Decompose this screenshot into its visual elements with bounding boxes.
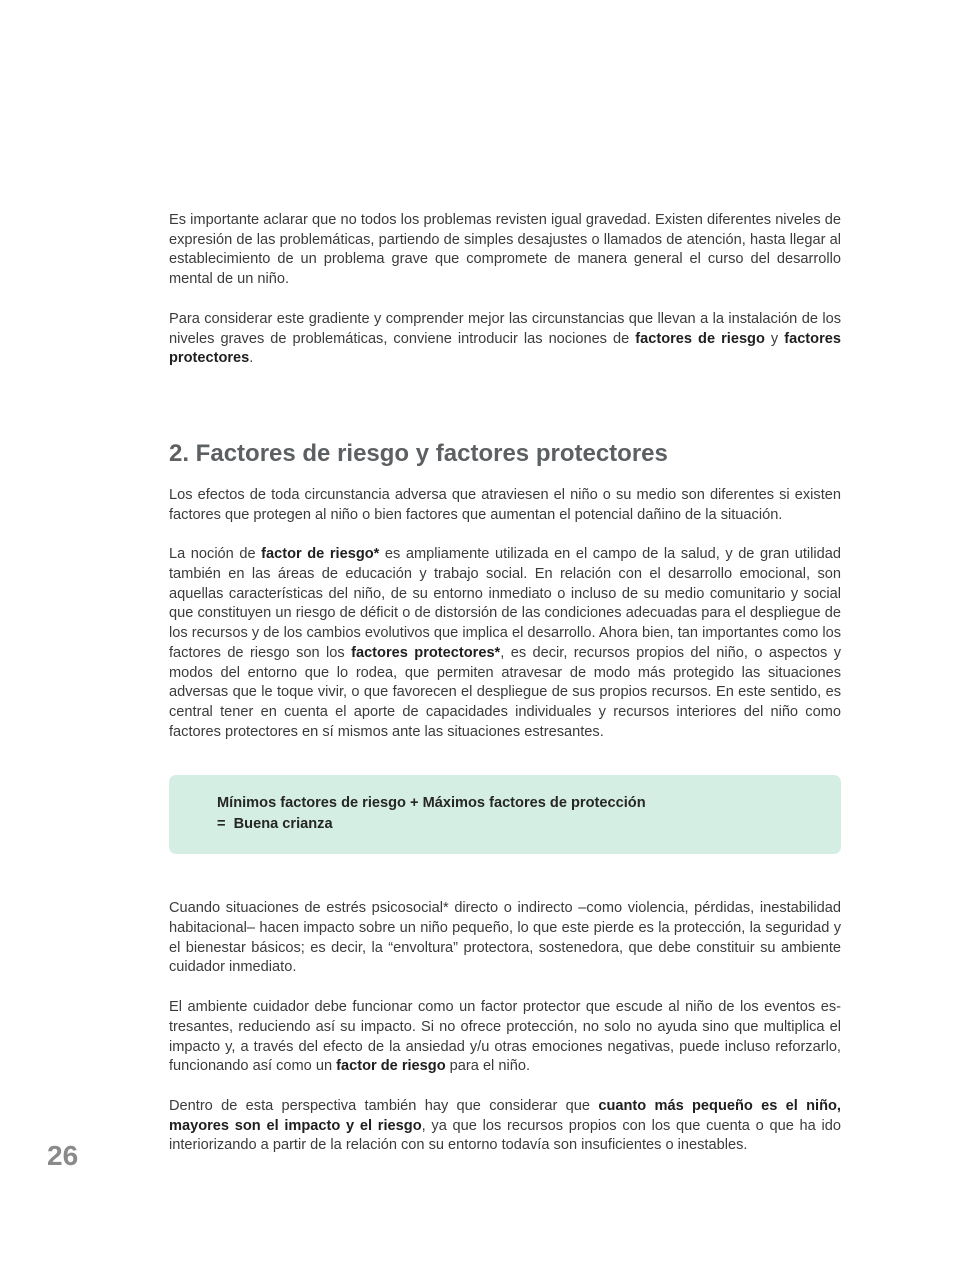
bold-term-factor-de-riesgo: factor de riesgo [336, 1058, 446, 1075]
text-span: y [764, 330, 785, 347]
formula-callout-box [169, 775, 841, 854]
text-span: La noción de [169, 546, 262, 563]
bold-term-factores-protectores: factores protectores [169, 330, 841, 367]
text-span: . [249, 350, 254, 367]
bold-emphasis-younger-child: cuanto más pequeño es el niño, mayores son el impacto y el riesgo [169, 1097, 841, 1134]
paragraph-caring-environment [169, 998, 841, 1077]
text-span: es ampliamente utilizada en el campo de la salud, y de gran utilidad también en las áreas de educación y trabajo social. En relación con el desarrollo emocional, son aquellas características del niño, de su entorno inmediato o incluso de su medio comunitario y social que constituyen un riesgo de déficit o de distorsión de las condiciones adecuadas para el despliegue de los recursos y de los cambios evolutivos que implica el desarrollo. Ahora bien, tan importantes como los factores de riesgo son los [169, 546, 841, 661]
paragraph-adverse-effects: Los efectos de toda circunstancia adversa que atraviesen el niño o su medio son diferentes si existen factores que protegen al niño o bien factores que aumentan el potencial dañino de la situación. [169, 486, 841, 523]
section-heading: 2. Factores de riesgo y factores protectores [169, 439, 668, 467]
bold-term-factor-de-riesgo: factor de riesgo* [261, 546, 380, 563]
paragraph-risk-factor-notion [169, 545, 841, 742]
bold-term-factores-de-riesgo: factores de riesgo [635, 330, 765, 347]
text-span: , ya que los recursos propios con los que cuenta o que ha ido interiorizando a partir de la relación con su entorno todavía son insuficientes o inestables. [169, 1117, 842, 1154]
text-span: Dentro de esta perspectiva también hay que considerar que [169, 1097, 599, 1114]
text-span: , es decir, recursos propios del niño, o aspectos y modos del entorno que lo rodea, que permiten atravesar de modo más protegido las situaciones adversas que le toque vivir, o que favorecen el despliegue de sus propios recursos. En este sentido, es central tener en cuenta el aporte de capacidades individuales y recursos interiores del niño como factores protectores en sí mismos ante las situaciones estresantes. [169, 644, 841, 740]
text-span: El ambiente cuidador debe funcionar como un factor protector que escude al niño de los eventos estresantes, reduciendo así su impacto. Si no ofrece protección, no solo no ayuda sino que multiplica el impacto y, a través del efecto de la ansiedad y/u otras emociones negativas, puede incluso reforzarlo, funcionando así como un [169, 999, 841, 1075]
page-number: 26 [47, 1140, 79, 1171]
paragraph-introduce-notions [169, 310, 841, 369]
callout-formula-line: Mínimos factores de riesgo + Máximos factores de protección [217, 795, 646, 812]
text-span: Para considerar este gradiente y comprender mejor las circunstancias que llevan a la instalación de los niveles graves de problemáticas, conviene introducir las nociones de [169, 310, 841, 347]
paragraph-gravity-levels: Es importante aclarar que no todos los problemas revisten igual gravedad. Existen diferentes niveles de expresión de las problemáticas, partiendo de simples desajustes o llamados de atención, hasta llegar al establecimiento de un problema grave que compromete de manera general el curso del desarrollo mental de un niño. [169, 212, 841, 288]
paragraph-psychosocial-stress: Cuando situaciones de estrés psicosocial* directo o indirecto –como violencia, pérdidas, inestabilidad habitacional– hacen impacto sobre un niño pequeño, lo que este pierde es la protección, la seguridad y el bienestar básicos; es decir, la “envoltura” protectora, sostenedora, que debe constituir su ambiente cuidador inmediato. [169, 900, 841, 976]
text-span: para el niño. [445, 1058, 531, 1075]
bold-term-factores-protectores: factores protectores* [351, 644, 501, 661]
page-content [169, 211, 841, 1156]
callout-result-line: = Buena crianza [217, 816, 333, 833]
paragraph-younger-child-risk [169, 1097, 841, 1156]
